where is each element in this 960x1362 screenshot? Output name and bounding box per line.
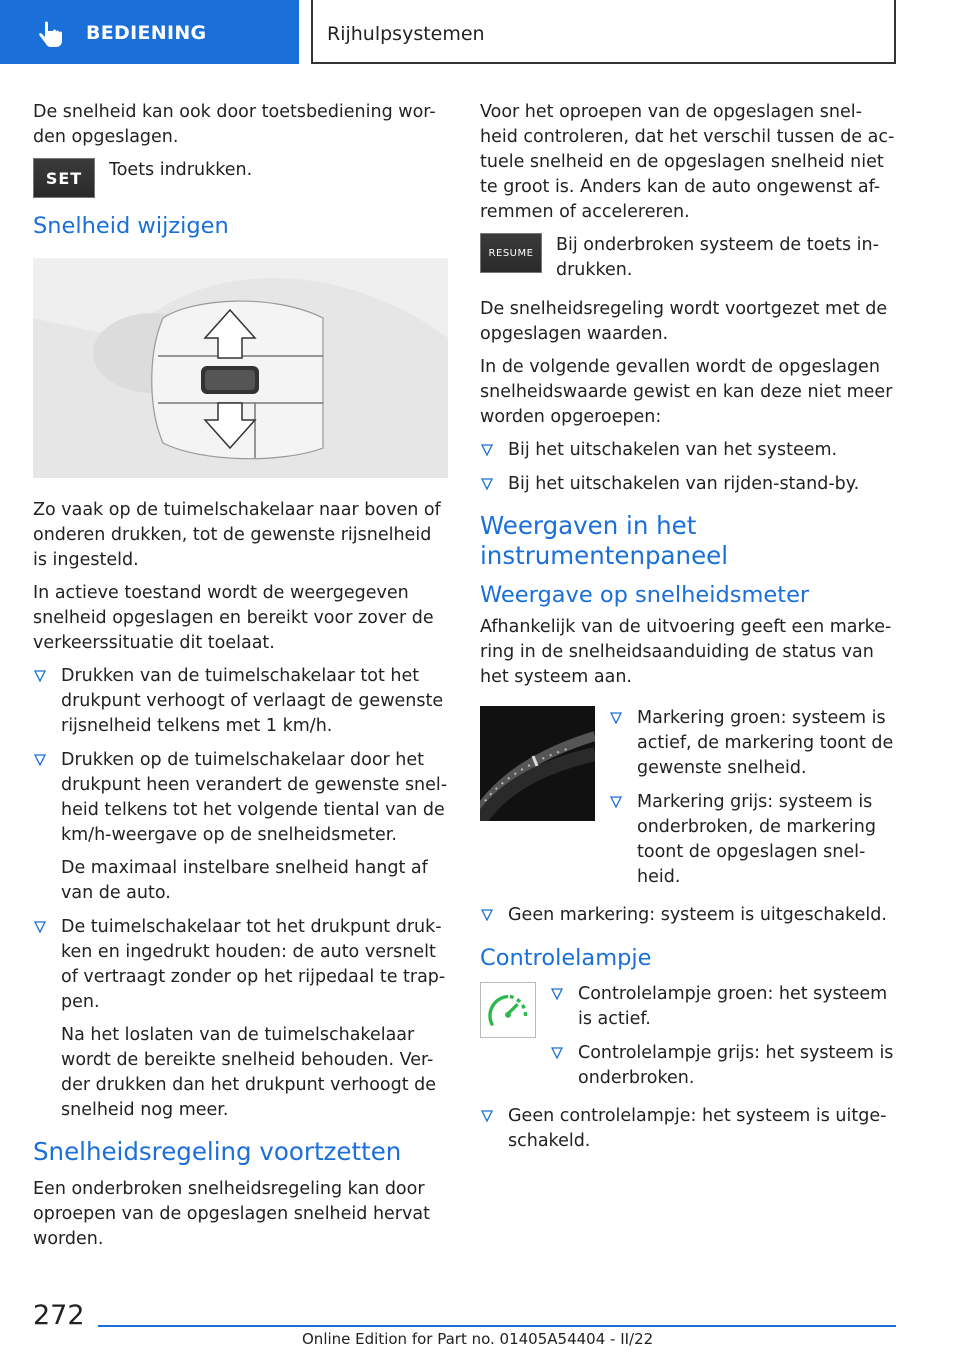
section-tab bbox=[0, 0, 299, 64]
heading-snelheidsregeling-voortzetten: Snelheidsregeling voortzetten bbox=[33, 1137, 402, 1166]
list-item: Markering groen: systeem is actief, de markering toont de gewenste snelheid. bbox=[609, 706, 898, 781]
paragraph: Een onderbroken snelheidsregeling kan door oproepen van de opgeslagen snelheid hervat worden. bbox=[33, 1179, 430, 1249]
chapter-title: Rijhulpsystemen bbox=[327, 23, 485, 45]
paragraph: De snelheidsregeling wordt voortgezet met de opgeslagen waarden. bbox=[480, 299, 888, 344]
set-instruction-text: Toets indrukken. bbox=[109, 160, 253, 180]
heading-weergave-snelheidsmeter: Weergave op snelheidsmeter bbox=[480, 582, 810, 608]
list-item: Controlelampje groen: het systeem is actief. bbox=[550, 982, 898, 1032]
page-footer bbox=[0, 1300, 960, 1362]
list-item: De tuimelschakelaar tot het drukpunt druk-ken en ingedrukt houden: de auto versnelt of vertraagt zonder op het rijpedaal te trap-pen. Na het loslaten van de tuimelschakelaar wordt de bereikte snelheid behouden. Ver-der drukken dan het drukpunt verhoogt de snelheid nog meer. bbox=[33, 915, 448, 1123]
list-item-note: Na het loslaten van de tuimelschakelaar wordt de bereikte snelheid behouden. Ver-der drukken dan het drukpunt verhoogt de snelheid nog meer. bbox=[61, 1025, 437, 1120]
chapter-header bbox=[311, 0, 896, 64]
bullet-list bbox=[609, 706, 898, 899]
resume-instruction bbox=[480, 233, 898, 283]
triangle-bullet-icon bbox=[481, 1110, 493, 1122]
bullet-list bbox=[33, 664, 448, 1123]
triangle-bullet-icon bbox=[481, 478, 493, 490]
page-number: 272 bbox=[33, 1300, 85, 1331]
list-item: Geen controlelampje: het systeem is uitge-schakeld. bbox=[480, 1104, 898, 1154]
bullet-list bbox=[480, 1104, 898, 1154]
list-item-note: De maximaal instelbare snelheid hangt af van de auto. bbox=[61, 858, 428, 903]
lamp-block bbox=[480, 982, 898, 1100]
set-button-icon: SET bbox=[33, 158, 95, 198]
heading-controlelampje: Controlelampje bbox=[480, 945, 652, 971]
resume-instruction-text: Bij onderbroken systeem de toets in-drukken. bbox=[556, 235, 879, 280]
bullet-list bbox=[480, 903, 898, 928]
gauge-block bbox=[480, 706, 898, 899]
paragraph: Zo vaak op de tuimelschakelaar naar boven of onderen drukken, tot de gewenste rijsnelheid is ingesteld. bbox=[33, 500, 441, 570]
list-item: Controlelampje grijs: het systeem is onderbroken. bbox=[550, 1041, 898, 1091]
triangle-bullet-icon bbox=[34, 754, 46, 766]
left-column bbox=[33, 100, 448, 1260]
paragraph: Voor het oproepen van de opgeslagen snel-heid controleren, dat het verschil tussen de ac-tuele snelheid en de opgeslagen snelheid niet te groot is. Anders kan de auto ongewenst af-remmen of accelereren. bbox=[480, 102, 895, 222]
set-instruction bbox=[33, 158, 448, 198]
footer-divider bbox=[98, 1325, 896, 1327]
heading-snelheid-wijzigen: Snelheid wijzigen bbox=[33, 213, 229, 239]
list-item: Markering grijs: systeem is onderbroken, de markering toont de opgeslagen snel-heid. bbox=[609, 790, 898, 890]
paragraph: De snelheid kan ook door toetsbediening wor-den opgeslagen. bbox=[33, 102, 436, 147]
list-item: Drukken van de tuimelschakelaar tot het drukpunt verhoogt of verlaagt de gewenste rijsnelheid telkens met 1 km/h. bbox=[33, 664, 448, 739]
rocker-switch-illustration bbox=[33, 258, 448, 478]
bullet-list bbox=[550, 982, 898, 1100]
triangle-bullet-icon bbox=[481, 909, 493, 921]
triangle-bullet-icon bbox=[34, 921, 46, 933]
list-item: Drukken op de tuimelschakelaar door het drukpunt heen verandert de gewenste snel-heid telkens tot het volgende tiental van de km/h-weergave op de snelheidsmeter. De maximaal instelbare snelheid hangt af van de auto. bbox=[33, 748, 448, 906]
right-column bbox=[480, 100, 898, 1163]
triangle-bullet-icon bbox=[481, 444, 493, 456]
bullet-list bbox=[480, 438, 898, 497]
triangle-bullet-icon bbox=[34, 670, 46, 682]
section-title: BEDIENING bbox=[86, 22, 207, 44]
paragraph: Afhankelijk van de uitvoering geeft een marke-ring in de snelheidsaanduiding de status van het systeem aan. bbox=[480, 617, 892, 687]
list-item: Geen markering: systeem is uitgeschakeld. bbox=[480, 903, 898, 928]
list-item: Bij het uitschakelen van rijden-stand-by. bbox=[480, 472, 898, 497]
paragraph: In de volgende gevallen wordt de opgeslagen snelheidswaarde gewist en kan deze niet meer worden opgeroepen: bbox=[480, 357, 893, 427]
triangle-bullet-icon bbox=[610, 712, 622, 724]
cruise-control-lamp-icon bbox=[480, 982, 536, 1038]
paragraph: In actieve toestand wordt de weergegeven snelheid opgeslagen en bereikt voor zover de verkeerssituatie dit toelaat. bbox=[33, 583, 434, 653]
resume-button-icon: RESUME bbox=[480, 233, 542, 273]
triangle-bullet-icon bbox=[551, 1047, 563, 1059]
triangle-bullet-icon bbox=[551, 988, 563, 1000]
edition-text: Online Edition for Part no. 01405A54404 - II/22 bbox=[302, 1330, 654, 1348]
list-item: Bij het uitschakelen van het systeem. bbox=[480, 438, 898, 463]
speedometer-illustration bbox=[480, 706, 595, 821]
hand-pointer-icon bbox=[36, 20, 66, 50]
heading-weergaven: Weergaven in het instrumentenpaneel bbox=[480, 511, 729, 570]
triangle-bullet-icon bbox=[610, 796, 622, 808]
